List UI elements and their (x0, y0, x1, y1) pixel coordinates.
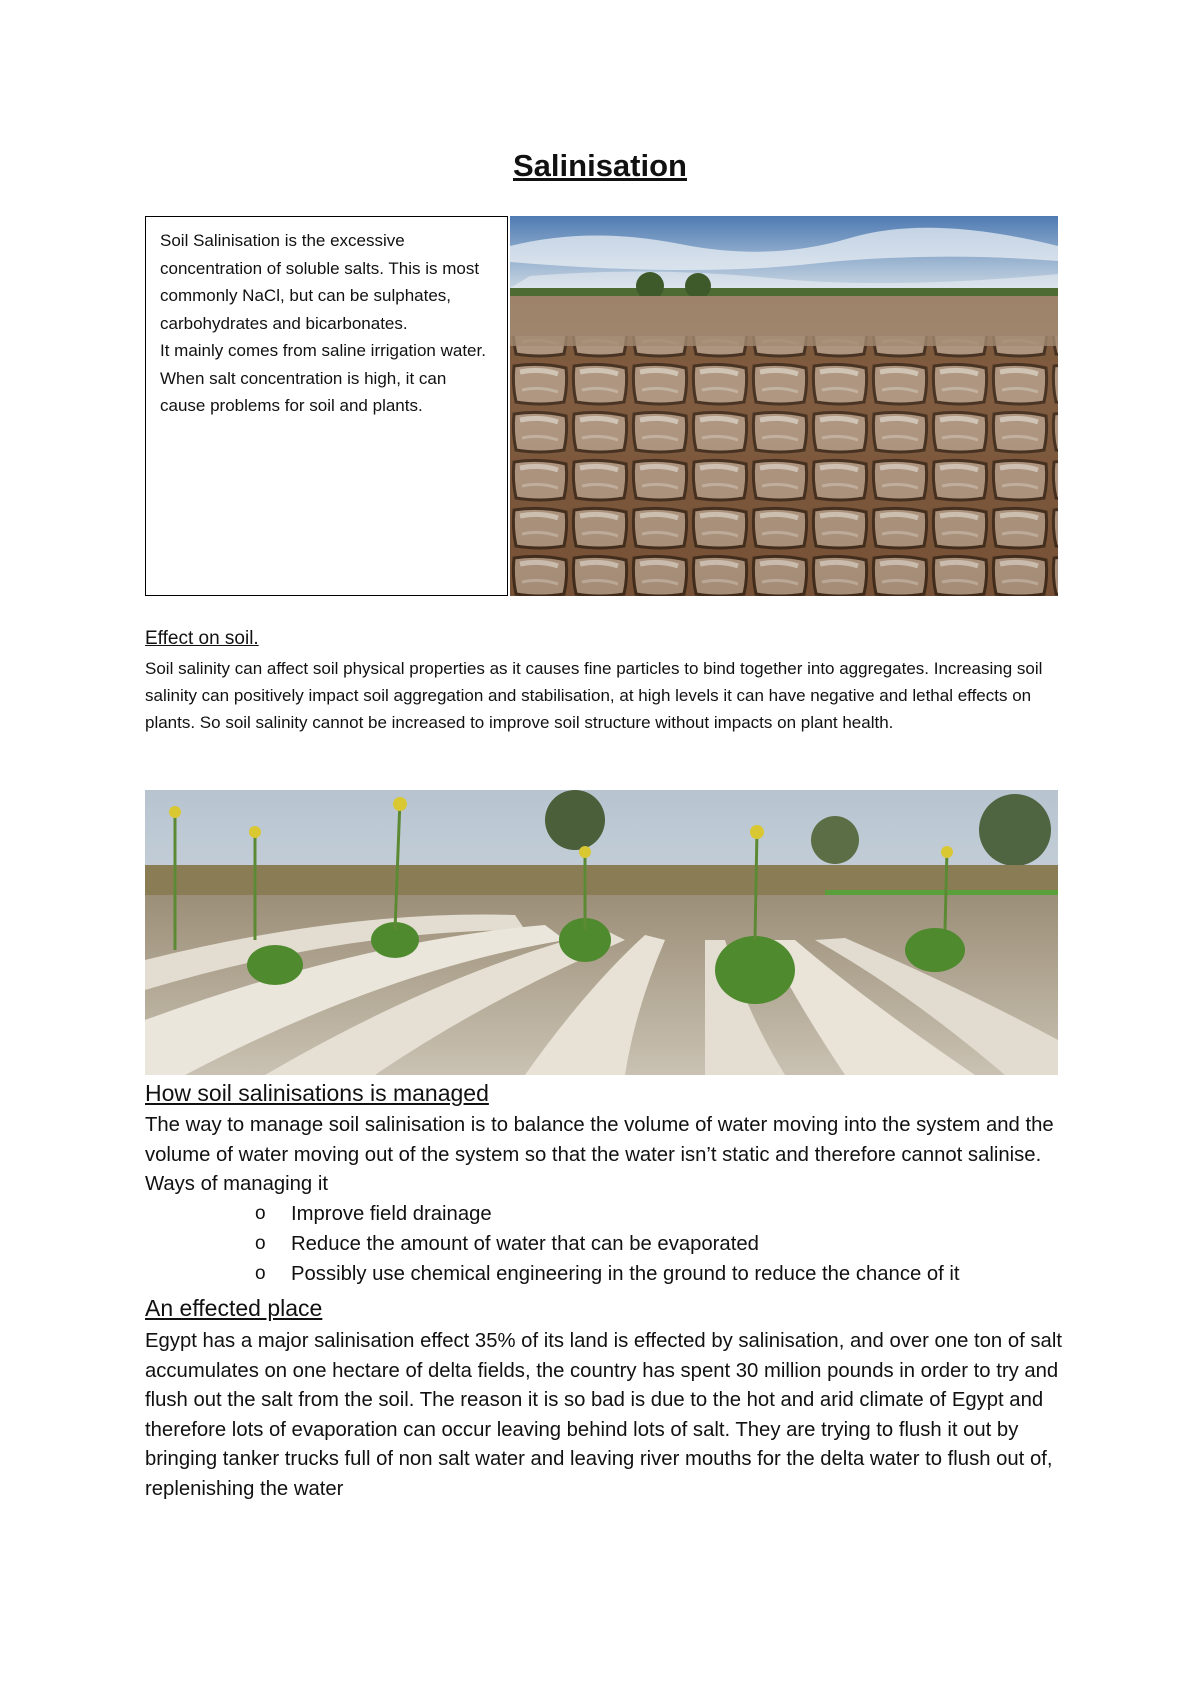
management-paragraph: The way to manage soil salinisation is to balance the volume of water moving into the system and the volume of water moving out of the system so that the water isn’t static and therefore cannot salinise. Ways of managing it (145, 1114, 1054, 1195)
list-item-text: Possibly use chemical engineering in the ground to reduce the chance of it (291, 1263, 960, 1285)
salty-crop-field-photo (145, 790, 1058, 1075)
management-list (255, 1199, 960, 1289)
intro-paragraph-definition: Soil Salinisation is the excessive concentration of soluble salts. This is most commonly NaCl, but can be sulphates, carbohydrates and bicarbonates. (160, 231, 480, 333)
bullet-marker: o (255, 1263, 266, 1284)
page-title: Salinisation (513, 148, 687, 183)
list-item-text: Reduce the amount of water that can be evaporated (291, 1233, 759, 1255)
bullet-marker: o (255, 1203, 266, 1224)
management-heading: How soil salinisations is managed (145, 1080, 489, 1106)
intro-paragraph-source: It mainly comes from saline irrigation water. When salt concentration is high, it can cause problems for soil and plants. (160, 341, 486, 415)
bullet-marker: o (255, 1233, 266, 1254)
affected-place-heading: An effected place (145, 1295, 323, 1321)
cracked-salty-soil-photo (510, 216, 1058, 596)
list-item (255, 1259, 960, 1289)
effect-on-soil-paragraph: Soil salinity can affect soil physical properties as it causes fine particles to bind together into aggregates. Increasing soil salinity can positively impact soil aggregation and stabilisation, at high levels it can have negative and lethal effects on plants. So soil salinity cannot be increased to improve soil structure without impacts on plant health. (145, 659, 1043, 733)
affected-place-paragraph: Egypt has a major salinisation effect 35% of its land is effected by salinisation, and over one ton of salt accumulates on one hectare of delta fields, the country has spent 30 million pounds in order to try and flush out the salt from the soil. The reason it is so bad is due to the hot and arid climate of Egypt and therefore lots of evaporation can occur leaving behind lots of salt. They are trying to flush it out by bringing tanker trucks full of non salt water and leaving river mouths for the delta water to flush out of, replenishing the water (145, 1330, 1062, 1500)
list-item-text: Improve field drainage (291, 1203, 492, 1225)
intro-text-box (145, 216, 508, 596)
effect-on-soil-heading: Effect on soil. (145, 628, 259, 649)
list-item (255, 1229, 960, 1259)
list-item (255, 1199, 960, 1229)
